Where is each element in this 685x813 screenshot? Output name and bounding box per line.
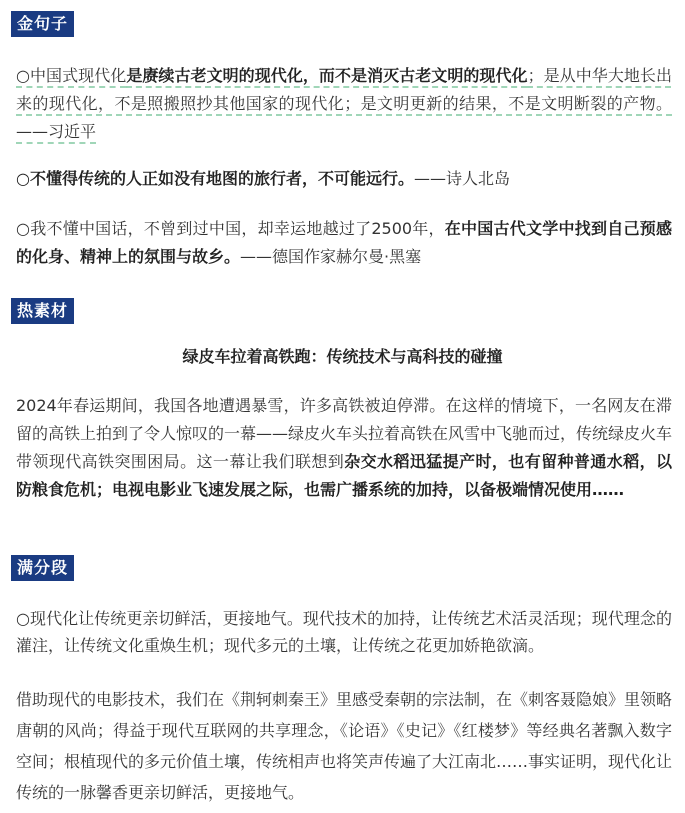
quote-hesse-part-a: ○我不懂中国话，不曾到过中国，却幸运地越过了2500年， (16, 219, 445, 238)
material-body-part-bold: 杂交水稻迅猛提产时，也有留种普通水稻，以防粮食危机；电视电影业飞速发展之际，也需广播系统的加持，以备极端情况使用…… (16, 452, 672, 499)
section-label-hot-material: 热素材 (11, 298, 74, 324)
section-label-golden-sentences: 金句子 (11, 11, 74, 37)
quote-xi-part-bold: 是赓续古老文明的现代化，而不是消灭古老文明的现代化 (126, 66, 528, 85)
quote-beidao-bold: ○不懂得传统的人正如没有地图的旅行者，不可能远行。 (16, 169, 414, 188)
quote-hesse-part-bold: 在中国古代文学中找到自己预感的化身、精神上的氛围与故乡。 (16, 219, 672, 266)
quote-beidao-author: ——诗人北岛 (413, 169, 510, 188)
quote-hesse-author: ——德国作家赫尔曼·黑塞 (240, 247, 422, 266)
quote-xi-jinping (16, 62, 672, 146)
fullmark-paragraph-2: 借助现代的电影技术，我们在《荆轲刺秦王》里感受秦朝的宗法制，在《刺客聂隐娘》里领略唐朝的风尚；得益于现代互联网的共享理念，《论语》《史记》《红楼梦》等经典名著飘入数字空间；根植现代的多元价值土壤，传统相声也将笑声传遍了大江南北……事实证明，现代化让传统的一脉馨香更亲切鲜活，更接地气。 (16, 690, 673, 802)
quote-xi-part-a: ○中国式现代化 (16, 66, 127, 85)
quote-xi-part-c: ；是从中华大地长出来的现代化，不是照搬照抄其他国家的现代化；是文明更新的结果，不是文明断裂的产物。——习近平 (16, 66, 672, 141)
quote-hesse (16, 215, 672, 271)
section-label-full-mark: 满分段 (11, 555, 74, 581)
quote-bei-dao (16, 165, 672, 193)
material-body-part-a: 2024年春运期间，我国各地遭遇暴雪，许多高铁被迫停滞。在这样的情境下，一名网友在滞留的高铁上拍到了令人惊叹的一幕——绿皮火车头拉着高铁在风雪中飞驰而过，传统绿皮火车带领现代高铁突围困局。这一幕让我们联想到 (16, 396, 673, 471)
material-title: 绿皮车拉着高铁跑：传统技术与高科技的碰撞 (182, 347, 503, 366)
fullmark-paragraph-1: ○现代化让传统更亲切鲜活，更接地气。现代技术的加持，让传统艺术活灵活现；现代理念的灌注，让传统文化重焕生机；现代多元的土壤，让传统之花更加娇艳欲滴。 (16, 609, 672, 655)
material-body (16, 392, 672, 504)
